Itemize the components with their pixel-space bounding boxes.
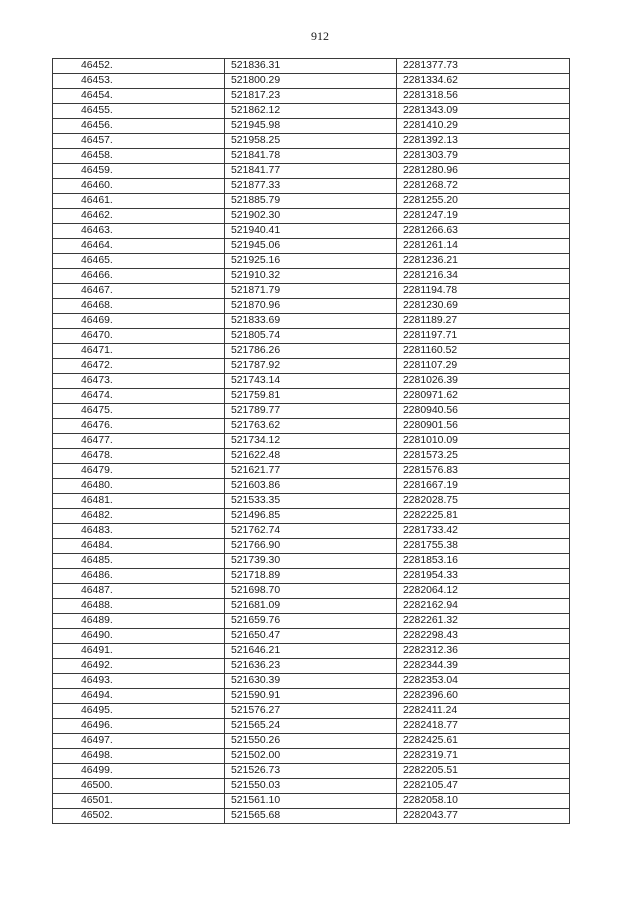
y-coordinate-cell: 2281954.33 <box>397 569 570 584</box>
table-row <box>53 239 570 254</box>
table-row <box>53 779 570 794</box>
x-coordinate-cell: 521698.70 <box>225 584 397 599</box>
point-number-cell: 46499. <box>53 764 225 779</box>
x-coordinate-cell: 521659.76 <box>225 614 397 629</box>
y-coordinate-cell: 2281010.09 <box>397 434 570 449</box>
point-number-cell: 46473. <box>53 374 225 389</box>
table-row <box>53 179 570 194</box>
table-row <box>53 389 570 404</box>
table-row <box>53 314 570 329</box>
y-coordinate-cell: 2280940.56 <box>397 404 570 419</box>
table-row <box>53 149 570 164</box>
coordinates-table-body <box>53 59 570 824</box>
y-coordinate-cell: 2281255.20 <box>397 194 570 209</box>
x-coordinate-cell: 521718.89 <box>225 569 397 584</box>
point-number-cell: 46482. <box>53 509 225 524</box>
y-coordinate-cell: 2282064.12 <box>397 584 570 599</box>
x-coordinate-cell: 521565.24 <box>225 719 397 734</box>
table-row <box>53 434 570 449</box>
x-coordinate-cell: 521800.29 <box>225 74 397 89</box>
x-coordinate-cell: 521590.91 <box>225 689 397 704</box>
table-row <box>53 479 570 494</box>
x-coordinate-cell: 521650.47 <box>225 629 397 644</box>
table-row <box>53 569 570 584</box>
table-row <box>53 224 570 239</box>
x-coordinate-cell: 521877.33 <box>225 179 397 194</box>
point-number-cell: 46491. <box>53 644 225 659</box>
y-coordinate-cell: 2282225.81 <box>397 509 570 524</box>
table-row <box>53 614 570 629</box>
table-row <box>53 764 570 779</box>
point-number-cell: 46469. <box>53 314 225 329</box>
point-number-cell: 46453. <box>53 74 225 89</box>
table-row <box>53 344 570 359</box>
x-coordinate-cell: 521603.86 <box>225 479 397 494</box>
point-number-cell: 46488. <box>53 599 225 614</box>
x-coordinate-cell: 521945.98 <box>225 119 397 134</box>
table-row <box>53 299 570 314</box>
table-row <box>53 74 570 89</box>
table-row <box>53 374 570 389</box>
y-coordinate-cell: 2282344.39 <box>397 659 570 674</box>
table-row <box>53 329 570 344</box>
table-row <box>53 704 570 719</box>
x-coordinate-cell: 521739.30 <box>225 554 397 569</box>
point-number-cell: 46466. <box>53 269 225 284</box>
y-coordinate-cell: 2281733.42 <box>397 524 570 539</box>
x-coordinate-cell: 521734.12 <box>225 434 397 449</box>
table-row <box>53 89 570 104</box>
table-row <box>53 254 570 269</box>
point-number-cell: 46459. <box>53 164 225 179</box>
y-coordinate-cell: 2281410.29 <box>397 119 570 134</box>
x-coordinate-cell: 521550.26 <box>225 734 397 749</box>
y-coordinate-cell: 2281392.13 <box>397 134 570 149</box>
y-coordinate-cell: 2282043.77 <box>397 809 570 824</box>
x-coordinate-cell: 521833.69 <box>225 314 397 329</box>
point-number-cell: 46460. <box>53 179 225 194</box>
y-coordinate-cell: 2281343.09 <box>397 104 570 119</box>
x-coordinate-cell: 521871.79 <box>225 284 397 299</box>
y-coordinate-cell: 2281853.16 <box>397 554 570 569</box>
table-row <box>53 284 570 299</box>
y-coordinate-cell: 2282353.04 <box>397 674 570 689</box>
y-coordinate-cell: 2282261.32 <box>397 614 570 629</box>
table-row <box>53 494 570 509</box>
y-coordinate-cell: 2282298.43 <box>397 629 570 644</box>
x-coordinate-cell: 521910.32 <box>225 269 397 284</box>
point-number-cell: 46490. <box>53 629 225 644</box>
y-coordinate-cell: 2281197.71 <box>397 329 570 344</box>
point-number-cell: 46492. <box>53 659 225 674</box>
y-coordinate-cell: 2281266.63 <box>397 224 570 239</box>
y-coordinate-cell: 2281334.62 <box>397 74 570 89</box>
x-coordinate-cell: 521805.74 <box>225 329 397 344</box>
page-number: 912 <box>311 29 329 43</box>
y-coordinate-cell: 2281216.34 <box>397 269 570 284</box>
point-number-cell: 46483. <box>53 524 225 539</box>
point-number-cell: 46467. <box>53 284 225 299</box>
y-coordinate-cell: 2281377.73 <box>397 59 570 74</box>
point-number-cell: 46484. <box>53 539 225 554</box>
point-number-cell: 46477. <box>53 434 225 449</box>
point-number-cell: 46463. <box>53 224 225 239</box>
y-coordinate-cell: 2282028.75 <box>397 494 570 509</box>
point-number-cell: 46462. <box>53 209 225 224</box>
y-coordinate-cell: 2281236.21 <box>397 254 570 269</box>
table-row <box>53 419 570 434</box>
point-number-cell: 46496. <box>53 719 225 734</box>
y-coordinate-cell: 2281667.19 <box>397 479 570 494</box>
table-row <box>53 194 570 209</box>
x-coordinate-cell: 521766.90 <box>225 539 397 554</box>
table-row <box>53 659 570 674</box>
point-number-cell: 46476. <box>53 419 225 434</box>
x-coordinate-cell: 521787.92 <box>225 359 397 374</box>
y-coordinate-cell: 2281268.72 <box>397 179 570 194</box>
point-number-cell: 46464. <box>53 239 225 254</box>
point-number-cell: 46471. <box>53 344 225 359</box>
y-coordinate-cell: 2281755.38 <box>397 539 570 554</box>
y-coordinate-cell: 2281576.83 <box>397 464 570 479</box>
table-row <box>53 749 570 764</box>
x-coordinate-cell: 521561.10 <box>225 794 397 809</box>
table-row <box>53 539 570 554</box>
y-coordinate-cell: 2282105.47 <box>397 779 570 794</box>
point-number-cell: 46472. <box>53 359 225 374</box>
y-coordinate-cell: 2282058.10 <box>397 794 570 809</box>
x-coordinate-cell: 521841.77 <box>225 164 397 179</box>
point-number-cell: 46470. <box>53 329 225 344</box>
y-coordinate-cell: 2281318.56 <box>397 89 570 104</box>
x-coordinate-cell: 521885.79 <box>225 194 397 209</box>
table-row <box>53 599 570 614</box>
table-row <box>53 134 570 149</box>
x-coordinate-cell: 521496.85 <box>225 509 397 524</box>
table-row <box>53 359 570 374</box>
x-coordinate-cell: 521622.48 <box>225 449 397 464</box>
y-coordinate-cell: 2281280.96 <box>397 164 570 179</box>
x-coordinate-cell: 521841.78 <box>225 149 397 164</box>
point-number-cell: 46475. <box>53 404 225 419</box>
point-number-cell: 46481. <box>53 494 225 509</box>
point-number-cell: 46468. <box>53 299 225 314</box>
x-coordinate-cell: 521576.27 <box>225 704 397 719</box>
table-row <box>53 524 570 539</box>
y-coordinate-cell: 2282418.77 <box>397 719 570 734</box>
table-row <box>53 404 570 419</box>
point-number-cell: 46485. <box>53 554 225 569</box>
x-coordinate-cell: 521533.35 <box>225 494 397 509</box>
y-coordinate-cell: 2281107.29 <box>397 359 570 374</box>
table-row <box>53 119 570 134</box>
point-number-cell: 46480. <box>53 479 225 494</box>
point-number-cell: 46478. <box>53 449 225 464</box>
table-row <box>53 464 570 479</box>
point-number-cell: 46454. <box>53 89 225 104</box>
y-coordinate-cell: 2282396.60 <box>397 689 570 704</box>
table-row <box>53 209 570 224</box>
table-row <box>53 164 570 179</box>
y-coordinate-cell: 2280901.56 <box>397 419 570 434</box>
point-number-cell: 46474. <box>53 389 225 404</box>
y-coordinate-cell: 2282411.24 <box>397 704 570 719</box>
point-number-cell: 46487. <box>53 584 225 599</box>
table-row <box>53 719 570 734</box>
x-coordinate-cell: 521621.77 <box>225 464 397 479</box>
y-coordinate-cell: 2281303.79 <box>397 149 570 164</box>
table-row <box>53 554 570 569</box>
point-number-cell: 46502. <box>53 809 225 824</box>
x-coordinate-cell: 521743.14 <box>225 374 397 389</box>
x-coordinate-cell: 521550.03 <box>225 779 397 794</box>
point-number-cell: 46498. <box>53 749 225 764</box>
table-row <box>53 629 570 644</box>
point-number-cell: 46495. <box>53 704 225 719</box>
table-row <box>53 449 570 464</box>
y-coordinate-cell: 2281160.52 <box>397 344 570 359</box>
point-number-cell: 46461. <box>53 194 225 209</box>
x-coordinate-cell: 521502.00 <box>225 749 397 764</box>
point-number-cell: 46500. <box>53 779 225 794</box>
y-coordinate-cell: 2280971.62 <box>397 389 570 404</box>
point-number-cell: 46458. <box>53 149 225 164</box>
x-coordinate-cell: 521958.25 <box>225 134 397 149</box>
x-coordinate-cell: 521681.09 <box>225 599 397 614</box>
y-coordinate-cell: 2282205.51 <box>397 764 570 779</box>
table-row <box>53 674 570 689</box>
table-row <box>53 104 570 119</box>
y-coordinate-cell: 2281573.25 <box>397 449 570 464</box>
table-row <box>53 269 570 284</box>
x-coordinate-cell: 521862.12 <box>225 104 397 119</box>
point-number-cell: 46452. <box>53 59 225 74</box>
table-row <box>53 794 570 809</box>
x-coordinate-cell: 521565.68 <box>225 809 397 824</box>
x-coordinate-cell: 521526.73 <box>225 764 397 779</box>
point-number-cell: 46501. <box>53 794 225 809</box>
x-coordinate-cell: 521763.62 <box>225 419 397 434</box>
x-coordinate-cell: 521836.31 <box>225 59 397 74</box>
x-coordinate-cell: 521925.16 <box>225 254 397 269</box>
point-number-cell: 46457. <box>53 134 225 149</box>
table-row <box>53 509 570 524</box>
x-coordinate-cell: 521762.74 <box>225 524 397 539</box>
point-number-cell: 46465. <box>53 254 225 269</box>
table-row <box>53 809 570 824</box>
x-coordinate-cell: 521636.23 <box>225 659 397 674</box>
y-coordinate-cell: 2282425.61 <box>397 734 570 749</box>
y-coordinate-cell: 2282162.94 <box>397 599 570 614</box>
y-coordinate-cell: 2282319.71 <box>397 749 570 764</box>
x-coordinate-cell: 521786.26 <box>225 344 397 359</box>
y-coordinate-cell: 2281230.69 <box>397 299 570 314</box>
y-coordinate-cell: 2281189.27 <box>397 314 570 329</box>
y-coordinate-cell: 2281247.19 <box>397 209 570 224</box>
x-coordinate-cell: 521945.06 <box>225 239 397 254</box>
y-coordinate-cell: 2282312.36 <box>397 644 570 659</box>
point-number-cell: 46494. <box>53 689 225 704</box>
x-coordinate-cell: 521759.81 <box>225 389 397 404</box>
x-coordinate-cell: 521940.41 <box>225 224 397 239</box>
x-coordinate-cell: 521817.23 <box>225 89 397 104</box>
y-coordinate-cell: 2281194.78 <box>397 284 570 299</box>
y-coordinate-cell: 2281261.14 <box>397 239 570 254</box>
x-coordinate-cell: 521870.96 <box>225 299 397 314</box>
x-coordinate-cell: 521646.21 <box>225 644 397 659</box>
table-row <box>53 689 570 704</box>
table-row <box>53 644 570 659</box>
table-row <box>53 584 570 599</box>
point-number-cell: 46455. <box>53 104 225 119</box>
point-number-cell: 46497. <box>53 734 225 749</box>
x-coordinate-cell: 521630.39 <box>225 674 397 689</box>
x-coordinate-cell: 521789.77 <box>225 404 397 419</box>
point-number-cell: 46493. <box>53 674 225 689</box>
point-number-cell: 46489. <box>53 614 225 629</box>
table-row <box>53 59 570 74</box>
table-row <box>53 734 570 749</box>
point-number-cell: 46486. <box>53 569 225 584</box>
x-coordinate-cell: 521902.30 <box>225 209 397 224</box>
y-coordinate-cell: 2281026.39 <box>397 374 570 389</box>
point-number-cell: 46456. <box>53 119 225 134</box>
coordinates-table <box>52 58 570 824</box>
point-number-cell: 46479. <box>53 464 225 479</box>
